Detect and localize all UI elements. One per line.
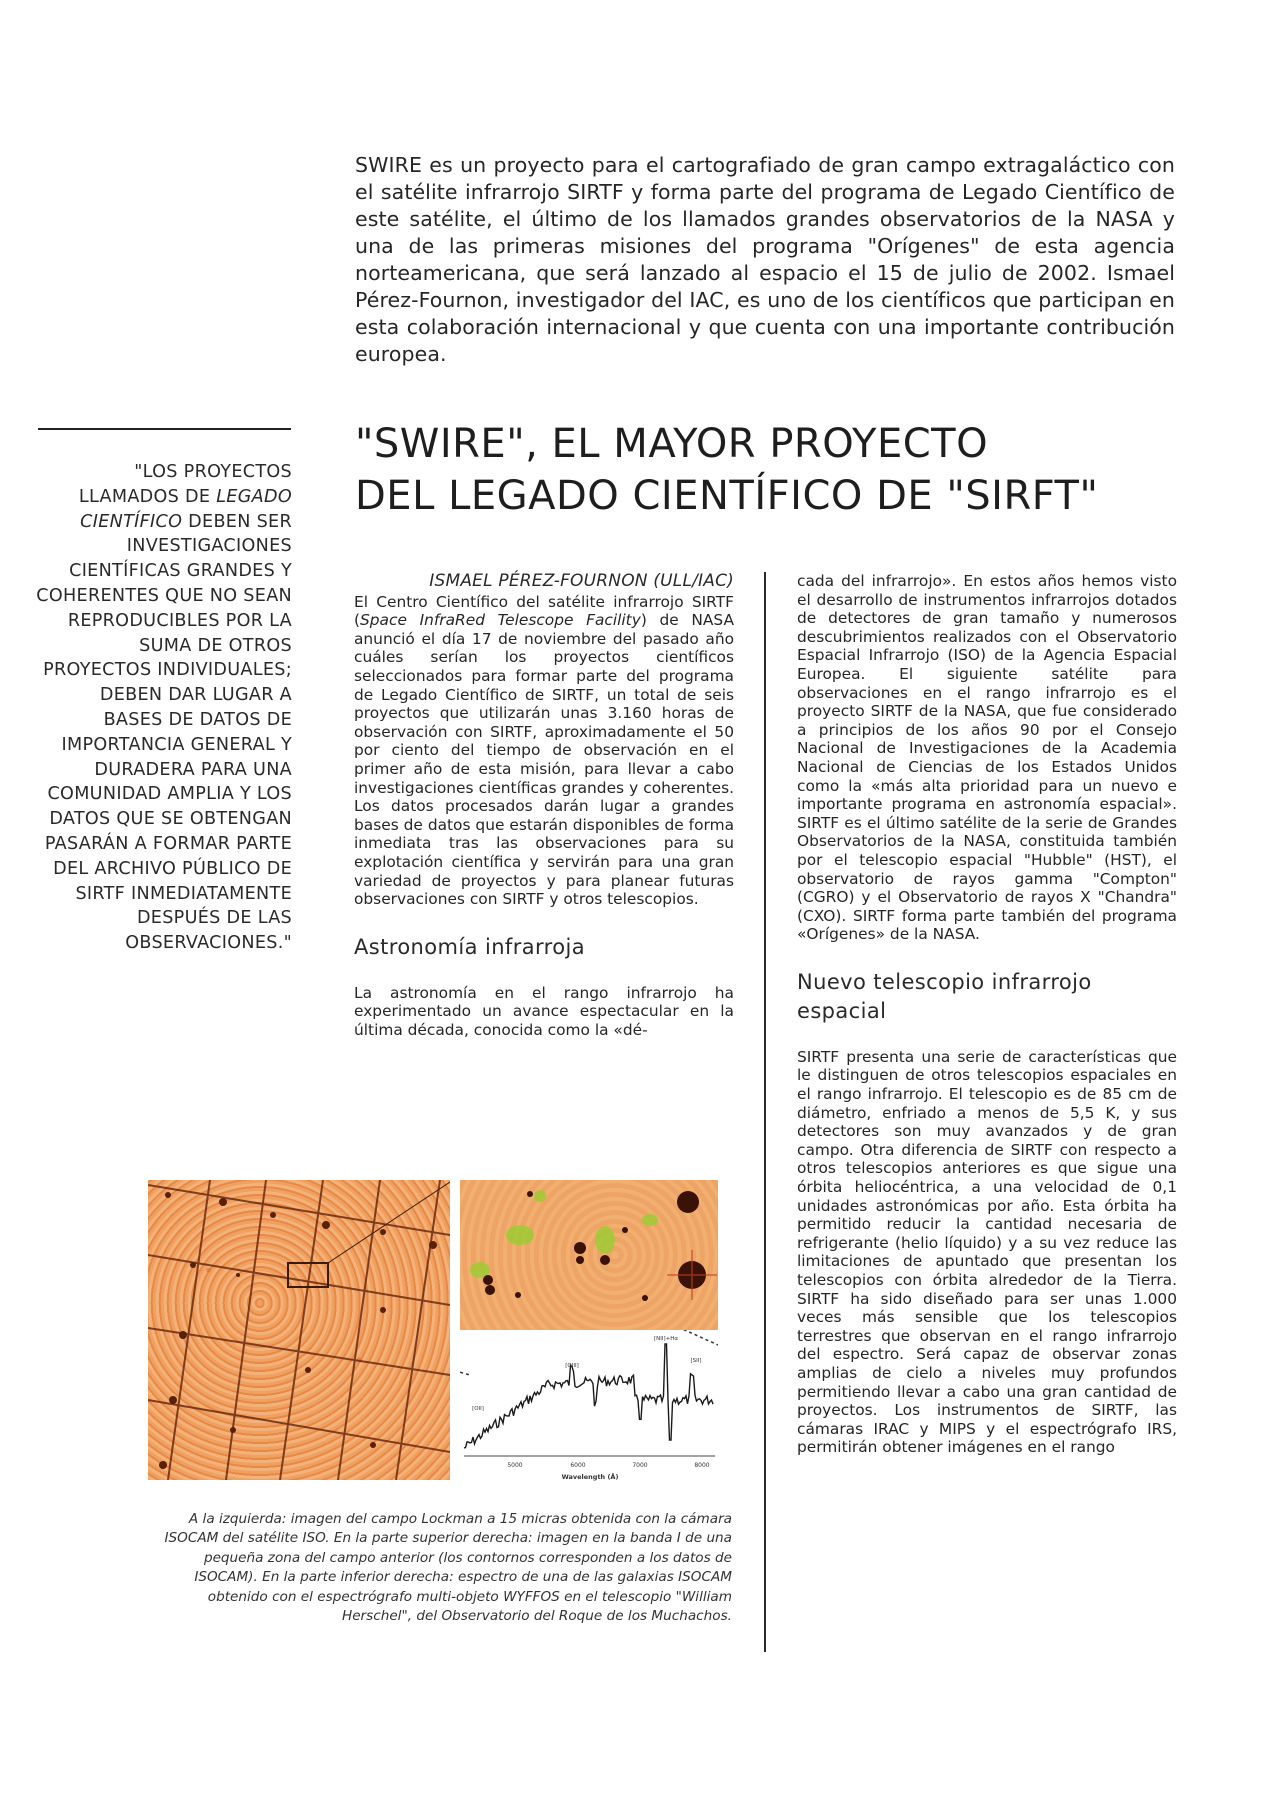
byline: ISMAEL PÉREZ-FOURNON (ULL/IAC) — [429, 571, 734, 591]
grid-line — [148, 1185, 450, 1235]
pullquote-italic: LEGADO CIENTÍFICO — [80, 486, 292, 532]
spectrum-svg — [460, 1330, 718, 1485]
grid-line — [226, 1180, 266, 1480]
i-band-zoom-image — [460, 1180, 718, 1330]
paragraph-2-start: La astronomía en el rango infrarrojo ha experimentado un avance espectacular en la última década, conocida como la «dé- — [354, 983, 734, 1039]
figure-caption: A la izquierda: imagen del campo Lockman a 15 micras obtenida con la cámara ISOCAM del satélite ISO. En la parte superior derecha: imagen en la banda I de una pequeña zona del campo anterior (los contornos corresponden a los datos de ISOCAM). En la parte inferior derecha: espectro de una de las galaxias ISOCAM obtenido con el espectrógrafo multi-objeto WYFFOS en el telescopio "William Herschel", del Observatorio del Roque de los Muchachos. — [164, 1511, 732, 1625]
article-title — [355, 418, 1195, 522]
connector-left — [460, 1330, 470, 1375]
pullquote — [36, 460, 292, 956]
line-label-sii: [SII] — [690, 1358, 702, 1364]
x-tick-label: 8000 — [694, 1462, 710, 1469]
spectrum-line — [464, 1344, 713, 1448]
spectrum-chart — [460, 1330, 718, 1485]
title-line-1: "SWIRE", EL MAYOR PROYECTO — [355, 421, 989, 467]
column-divider — [764, 572, 766, 1652]
pullquote-rule — [38, 428, 291, 430]
x-tick-label: 7000 — [632, 1462, 648, 1469]
grid-line — [338, 1180, 380, 1480]
article-column-2 — [797, 572, 1177, 1457]
title-line-2: DEL LEGADO CIENTÍFICO DE "SIRFT" — [355, 473, 1099, 519]
x-axis-label: Wavelength (Å) — [561, 1473, 619, 1481]
field-grid-overlay — [148, 1180, 450, 1480]
grid-line — [168, 1180, 210, 1480]
zoom-image-overlay — [460, 1180, 718, 1330]
intro-standfirst: SWIRE es un proyecto para el cartografiado de gran campo extragaláctico con el satélite infrarrojo SIRTF y forma parte del programa de Legado Científico de este satélite, el último de los llamados grandes observatorios de la NASA y una de las primeras misiones del programa "Orígenes" de esta agencia norteamericana, que será lanzado al espacio el 15 de julio de 2002. Ismael Pérez-Fournon, investigador del IAC, es uno de los científicos que participan en esta colaboración internacional y que cuenta con una importante contribución europea. — [355, 153, 1175, 366]
article-column-1 — [354, 572, 734, 1039]
paragraph-2-continued: cada del infrarrojo». En estos años hemos visto el desarrollo de instrumentos infrarrojos dotados de detectores de gran tamaño y numerosos descubrimientos realizados con el Observatorio Espacial Infrarrojo (ISO) de la Agencia Espacial Europea. El siguiente satélite para observaciones en el rango infrarrojo es el proyecto SIRTF de la NASA, que fue considerado a principios de los años 90 por el Consejo Nacional de Investigaciones de la Academia Nacional de Ciencias de los Estados Unidos como la «más alta prioridad para un nuevo e importante programa en astronomía espacial». SIRTF es el último satélite de la serie de Grandes Observatorios de la NASA, constituida también por el telescopio espacial "Hubble" (HST), el observatorio de rayos gamma "Compton" (CGRO) y el Observatorio de rayos X "Chandra" (CXO). SIRTF forma parte también del programa «Orígenes» de la NASA. — [797, 572, 1177, 944]
paragraph-3: SIRTF presenta una serie de características que le distinguen de otros telescopios espaciales en el rango infrarrojo. El telescopio es de 85 cm de diámetro, enfriado a menos de 5,5 K, y sus detectores son muy avanzados y de gran campo. Otra diferencia de SIRTF con respecto a otros telescopios anteriores es que sigue una órbita heliocéntrica, a una velocidad de 0,1 unidades astronómicas por año. Esta órbita ha permitido reducir la cantidad necesaria de refrigerante (helio líquido) y a su vez reduce las limitaciones de apuntado que presentan los telescopios con órbita alrededor de la Tierra. SIRTF ha sido diseñado para ser unas 1.000 veces más sensible que los telescopios terrestres que observan en el rango infrarrojo del espectro. Será capaz de observar zonas amplias de cielo a niveles muy profundos permitiendo llevar a cabo una gran cantidad de proyectos. Los instrumentos de SIRTF, las cámaras IRAC y MIPS y el espectrógrafo IRS, permitirán obtener imágenes en el rango — [797, 1047, 1177, 1457]
pullquote-text-a: "LOS PROYECTOS LLAMADOS DE — [78, 462, 292, 507]
x-tick-label: 6000 — [570, 1462, 586, 1469]
sirtf-acronym-expansion: Space InfraRed Telescope Facility — [360, 611, 641, 630]
x-tick-label: 5000 — [507, 1462, 523, 1469]
paragraph-1-b: ) de NASA anunció el día 17 de noviembre del pasado año cuáles serían los proyectos científicos seleccionados para formar parte del programa de Legado Científico de SIRTF, un total de seis proyectos que utilizarán unas 3.160 horas de observación con SIRTF, aproximadamente el 50 por ciento del tiempo de observación en el primer año de esta misión, para llevar a cabo investigaciones científicas grandes y coherentes. Los datos procesados darán lugar a grandes bases de datos que estarán disponibles de forma inmediata tras las observaciones para su explotación científica y servirán para una gran variedad de proyectos y para planear futuras observaciones con SIRTF y otros telescopios. — [354, 611, 735, 909]
grid-line — [396, 1180, 440, 1480]
figure — [148, 1180, 720, 1485]
pullquote-text-b: DEBEN SER INVESTIGACIONES CIENTÍFICAS GRANDES Y COHERENTES QUE NO SEAN REPRODUCIBLES POR LA SUMA DE OTROS PROYECTOS INDIVIDUALES; DEBEN DAR LUGAR A BASES DE DATOS DE IMPORTANCIA GENERAL Y DURADERA PARA UNA COMUNIDAD AMPLIA Y LOS DATOS QUE SE OBTENGAN PASARÁN A FORMAR PARTE DEL ARCHIVO PÚBLICO DE SIRTF INMEDIATAMENTE DESPUÉS DE LAS OBSERVACIONES." — [36, 511, 292, 954]
lockman-field-image — [148, 1180, 450, 1480]
subheading-astronomia-infrarroja: Astronomía infrarroja — [354, 934, 585, 959]
paragraph-1-a: El Centro Científico del satélite infrarrojo SIRTF ( — [354, 592, 734, 630]
subheading-nuevo-telescopio: Nuevo telescopio infrarrojo espacial — [797, 969, 1092, 1023]
zoom-connector — [328, 1182, 450, 1263]
line-label-oii: [OII] — [472, 1406, 484, 1412]
grid-line — [280, 1180, 323, 1480]
paragraph-1 — [354, 593, 734, 909]
line-label-oiii: [OIII] — [565, 1363, 579, 1369]
line-label-nii-halpha: [NII]+Hα — [653, 1336, 679, 1342]
